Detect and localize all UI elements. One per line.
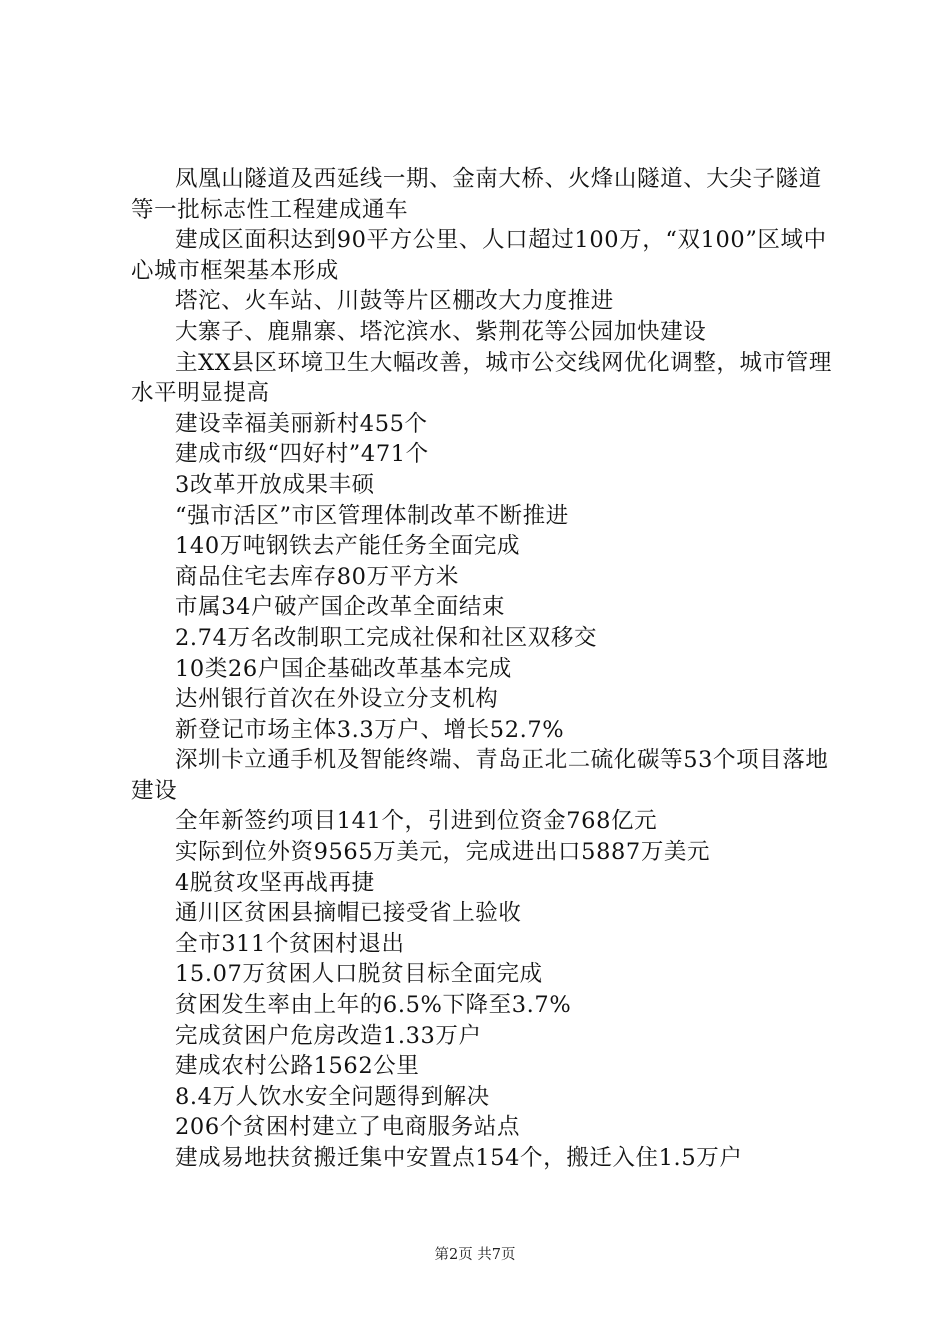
document-body bbox=[131, 164, 836, 1174]
paragraph-6: 建设幸福美丽新村455个 bbox=[175, 410, 428, 437]
paragraph-27: 8.4万人饮水安全问题得到解决 bbox=[175, 1083, 490, 1110]
paragraph-15: 达州银行首次在外设立分支机构 bbox=[175, 686, 499, 713]
paragraph-12: 市属34户破产国企改革全面结束 bbox=[175, 594, 506, 621]
paragraph-24: 贫困发生率由上年的6.5%下降至3.7% bbox=[175, 992, 572, 1019]
paragraph-4: 大寨子、鹿鼎寨、塔沱滨水、紫荆花等公园加快建设 bbox=[175, 318, 707, 345]
page-footer: 第2页 共7页 bbox=[434, 1247, 516, 1263]
paragraph-21: 通川区贫困县摘帽已接受省上验收 bbox=[175, 900, 522, 927]
paragraph-11: 商品住宅去库存80万平方米 bbox=[175, 563, 459, 590]
paragraph-14: 10类26户国企基础改革基本完成 bbox=[175, 655, 512, 682]
section-heading-4: 4脱贫攻坚再战再捷 bbox=[175, 869, 375, 896]
paragraph-7: 建成市级“四好村”471个 bbox=[175, 441, 429, 468]
paragraph-2: 建成区面积达到90平方公里、人口超过100万，“双100”区域中心城市框架基本形成 bbox=[131, 227, 827, 284]
paragraph-19: 实际到位外资9565万美元，完成进出口5887万美元 bbox=[175, 839, 711, 866]
paragraph-1: 凤凰山隧道及西延线一期、金南大桥、火烽山隧道、大尖子隧道等一批标志性工程建成通车 bbox=[131, 166, 822, 223]
paragraph-10: 140万吨钢铁去产能任务全面完成 bbox=[175, 533, 521, 560]
paragraph-17: 深圳卡立通手机及智能终端、青岛正北二硫化碳等53个项目落地建设 bbox=[131, 747, 829, 804]
section-heading-3: 3改革开放成果丰硕 bbox=[175, 471, 375, 498]
paragraph-3: 塔沱、火车站、川鼓等片区棚改大力度推进 bbox=[175, 288, 614, 315]
paragraph-22: 全市311个贫困村退出 bbox=[175, 930, 405, 957]
paragraph-28: 206个贫困村建立了电商服务站点 bbox=[175, 1114, 521, 1141]
paragraph-16: 新登记市场主体3.3万户、增长52.7% bbox=[175, 716, 565, 743]
paragraph-29: 建成易地扶贫搬迁集中安置点154个，搬迁入住1.5万户 bbox=[175, 1145, 743, 1171]
paragraph-5: 主XX县区环境卫生大幅改善，城市公交线网优化调整，城市管理水平明显提高 bbox=[131, 349, 832, 407]
paragraph-9: “强市活区”市区管理体制改革不断推进 bbox=[175, 502, 569, 529]
paragraph-26: 建成农村公路1562公里 bbox=[175, 1053, 420, 1080]
paragraph-23: 15.07万贫困人口脱贫目标全面完成 bbox=[175, 961, 543, 988]
paragraph-25: 完成贫困户危房改造1.33万户 bbox=[175, 1022, 482, 1049]
paragraph-18: 全年新签约项目141个，引进到位资金768亿元 bbox=[175, 808, 658, 835]
paragraph-13: 2.74万名改制职工完成社保和社区双移交 bbox=[175, 624, 598, 651]
